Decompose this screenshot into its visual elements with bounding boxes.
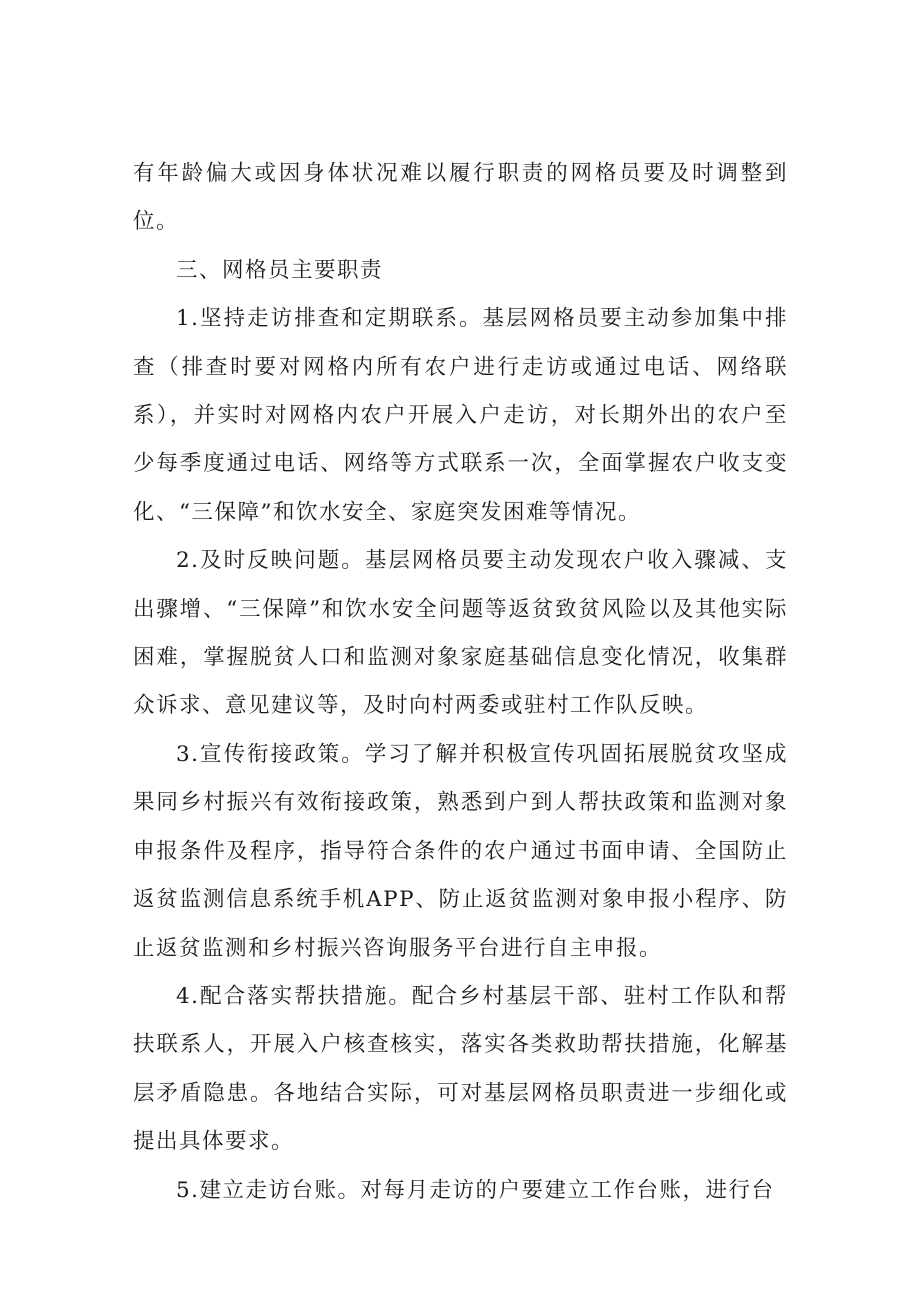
document-body — [133, 150, 788, 1215]
paragraph-item-1: 1.坚持走访排查和定期联系。基层网格员要主动参加集中排查（排查时要对网格内所有农户进行走访或通过电话、网络联系），并实时对网格内农户开展入户走访，对长期外出的农户至少每季度通过电话、网络等方式联系一次，全面掌握农户收支变化、“三保障”和饮水安全、家庭突发困难等情况。 — [133, 306, 788, 525]
paragraph-item-3: 3.宣传衔接政策。学习了解并积极宣传巩固拓展脱贫攻坚成果同乡村振兴有效衔接政策，熟悉到户到人帮扶政策和监测对象申报条件及程序，指导符合条件的农户通过书面申请、全国防止返贫监测信息系统手机APP、防止返贫监测对象申报小程序、防止返贫监测和乡村振兴咨询服务平台进行自主申报。 — [133, 741, 788, 961]
section-heading: 三、网格员主要职责 — [176, 257, 384, 283]
paragraph-item-4: 4.配合落实帮扶措施。配合乡村基层干部、驻村工作队和帮扶联系人，开展入户核查核实，落实各类救助帮扶措施，化解基层矛盾隐患。各地结合实际，可对基层网格员职责进一步细化或提出具体要求。 — [133, 983, 788, 1155]
paragraph-item-5: 5.建立走访台账。对每月走访的户要建立工作台账，进行台 — [176, 1177, 775, 1203]
paragraph-continuation: 有年龄偏大或因身体状况难以履行职责的网格员要及时调整到位。 — [133, 161, 788, 235]
paragraph-item-2: 2.及时反映问题。基层网格员要主动发现农户收入骤减、支出骤增、“三保障”和饮水安全问题等返贫致贫风险以及其他实际困难，掌握脱贫人口和监测对象家庭基础信息变化情况，收集群众诉求、意见建议等，及时向村两委或驻村工作队反映。 — [133, 548, 788, 719]
